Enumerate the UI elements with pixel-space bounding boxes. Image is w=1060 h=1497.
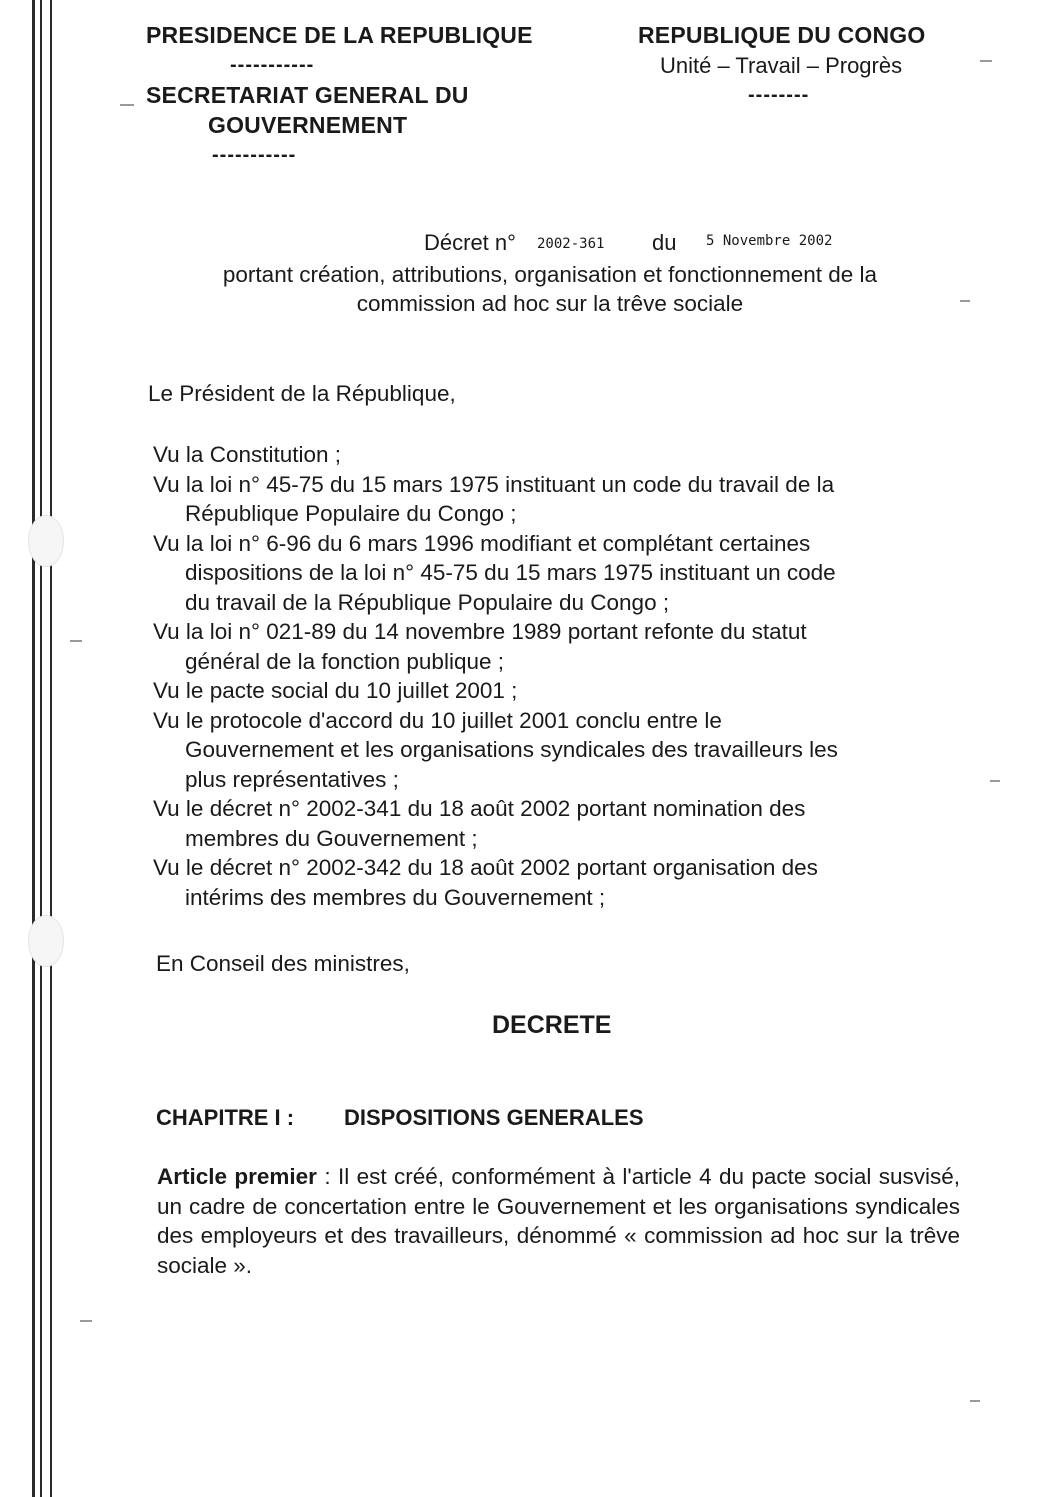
visa-line: Vu la loi n° 021-89 du 14 novembre 1989 portant refonte du statut: [153, 619, 807, 644]
article-label: Article premier: [157, 1164, 317, 1189]
president-line: Le Président de la République,: [148, 381, 456, 406]
decree-du: du: [652, 230, 677, 255]
punch-hole: [28, 915, 64, 967]
visa-item: [153, 617, 933, 676]
scan-speck: [80, 1320, 92, 1322]
visa-continuation: du travail de la République Populaire du Congo ;: [185, 589, 670, 615]
article-text: : Il est créé, conformément à l'article 4 du pacte social susvisé, un cadre de concertation entre le Gouvernement et les organisations syndicales des employeurs et des travailleurs, dénommé « commission ad hoc sur la trêve sociale ».: [157, 1164, 960, 1278]
visa-line: Vu la loi n° 6-96 du 6 mars 1996 modifiant et complétant certaines: [153, 530, 811, 556]
chapter-title: DISPOSITIONS GENERALES: [344, 1105, 644, 1130]
visa-line: Vu le pacte social du 10 juillet 2001 ;: [153, 678, 518, 703]
scan-speck: [970, 1400, 980, 1402]
visa-item: [153, 440, 933, 470]
visa-continuation: intérims des membres du Gouvernement ;: [185, 884, 606, 910]
council-line: En Conseil des ministres,: [156, 951, 410, 976]
visa-item: [153, 676, 933, 706]
punch-hole: [28, 515, 64, 567]
gouvernement-heading: GOUVERNEMENT: [208, 112, 408, 138]
binder-line: [32, 0, 35, 1497]
presidence-heading: PRESIDENCE DE LA REPUBLIQUE: [146, 22, 533, 48]
visa-line: Vu le décret n° 2002-341 du 18 août 2002 portant nomination des: [153, 796, 806, 821]
republique-heading: REPUBLIQUE DU CONGO: [638, 22, 926, 48]
decrete-heading: DECRETE: [492, 1011, 612, 1039]
scan-speck: [120, 104, 134, 106]
header-separator: -----------: [230, 54, 315, 76]
visa-line: Vu la loi n° 45-75 du 15 mars 1975 instituant un code du travail de la: [153, 471, 835, 497]
visa-item: [153, 706, 933, 795]
scan-speck: [980, 60, 992, 62]
visa-continuation: Gouvernement et les organisations syndicales des travailleurs les: [185, 737, 838, 762]
scan-speck: [990, 780, 1000, 782]
visa-continuation: dispositions de la loi n° 45-75 du 15 mars 1975 instituant un code: [185, 560, 836, 585]
visa-line: Vu le protocole d'accord du 10 juillet 2001 conclu entre le: [153, 707, 722, 733]
visa-item: [153, 529, 933, 618]
visa-continuation: membres du Gouvernement ;: [185, 825, 478, 851]
visa-line: Vu la Constitution ;: [153, 442, 342, 467]
binder-line: [40, 0, 42, 1497]
chapter-label: CHAPITRE I :: [156, 1105, 295, 1130]
article-premier: [157, 1162, 960, 1280]
visa-item: [153, 853, 933, 912]
visa-line: Vu le décret n° 2002-342 du 18 août 2002 portant organisation des: [153, 855, 818, 880]
visa-continuation: général de la fonction publique ;: [185, 648, 504, 674]
decree-label: Décret n°: [424, 230, 516, 255]
secretariat-heading: SECRETARIAT GENERAL DU: [146, 82, 469, 108]
visa-continuation: République Populaire du Congo ;: [185, 501, 517, 526]
visa-continuation: plus représentatives ;: [185, 766, 399, 792]
visa-item: [153, 794, 933, 853]
decree-subject-line-1: portant création, attributions, organisation et fonctionnement de la: [222, 262, 878, 287]
header-separator-2: -----------: [212, 144, 297, 166]
national-motto: Unité – Travail – Progrès: [660, 53, 903, 78]
motto-separator: --------: [748, 84, 810, 106]
scan-speck: [960, 300, 970, 302]
decree-number: 2002-361: [537, 236, 605, 252]
scan-speck: [70, 640, 82, 642]
visa-item: [153, 470, 933, 529]
binder-line: [50, 0, 52, 1497]
decree-subject-line-2: commission ad hoc sur la trêve sociale: [356, 291, 744, 316]
decree-date: 5 Novembre 2002: [706, 233, 833, 249]
visas-list: [153, 440, 933, 912]
